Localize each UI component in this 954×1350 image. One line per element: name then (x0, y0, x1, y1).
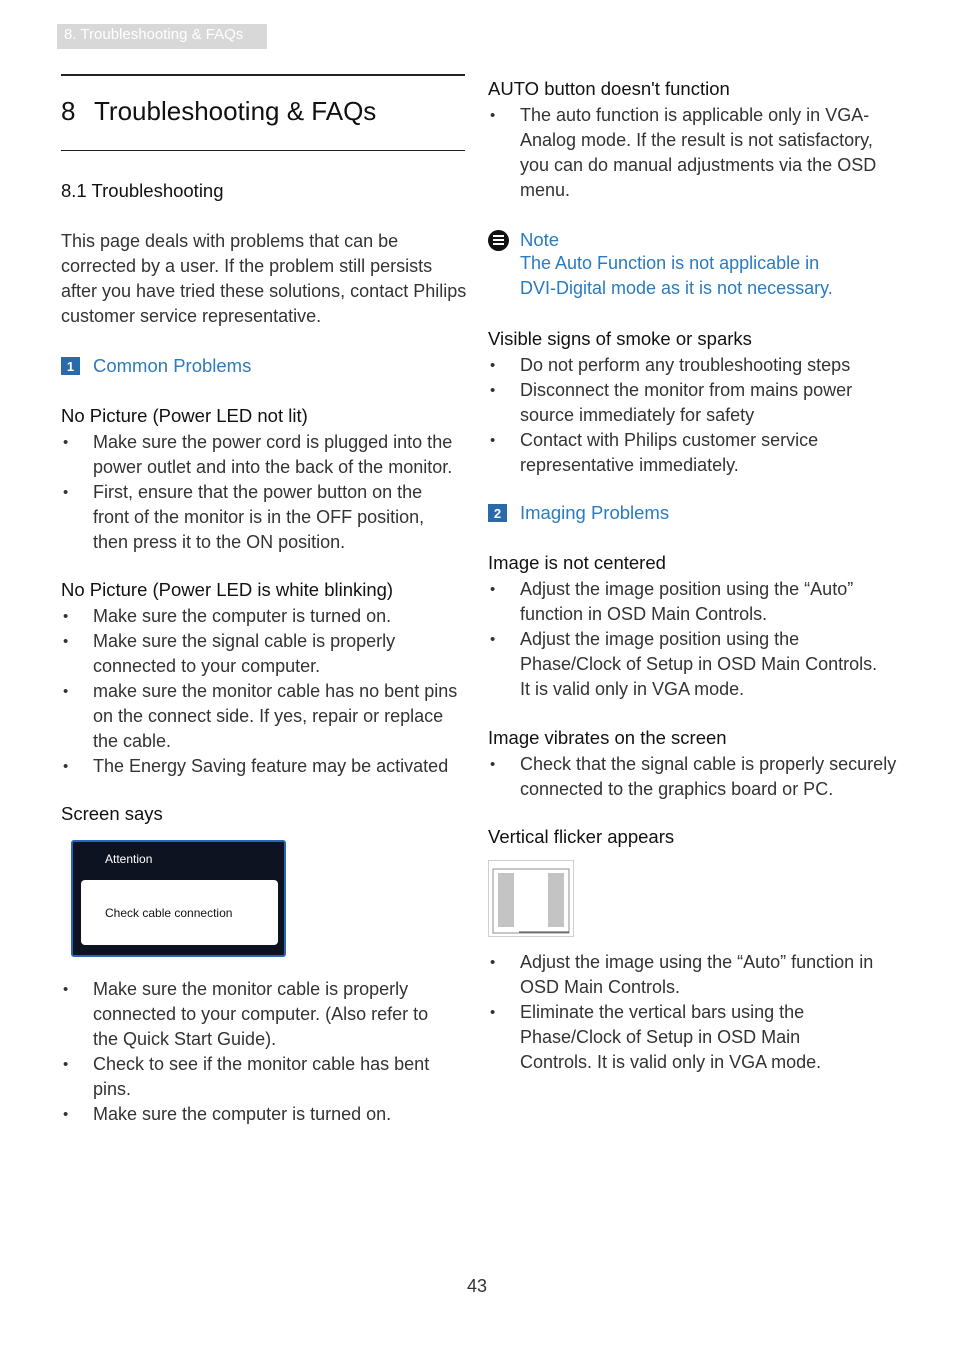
list-item: • make sure the monitor cable has no bent pins on the connect side. If yes, repair or replace the cable. (61, 679, 471, 754)
list-item: • Check that the signal cable is properly securely connected to the graphics board or PC. (488, 752, 908, 802)
note-label: Note (520, 229, 560, 250)
not-centered-block (488, 552, 898, 702)
list-item: • Do not perform any troubleshooting steps (488, 353, 898, 378)
list-item: • Adjust the image using the “Auto” function in OSD Main Controls. (488, 950, 898, 1000)
list-item: • The Energy Saving feature may be activated (61, 754, 471, 779)
screen-says-list (61, 977, 471, 1127)
list-item: • Make sure the monitor cable is properly connected to your computer. (Also refer to the Quick Start Guide). (61, 977, 471, 1052)
list-item: • Make sure the signal cable is properly connected to your computer. (61, 629, 471, 679)
chapter-title (61, 96, 376, 127)
chapter-tab: 8. Troubleshooting & FAQs (57, 24, 267, 49)
chapter-rule (61, 150, 465, 151)
section-title: Imaging Problems (520, 502, 670, 523)
subsection-title: 8.1 Troubleshooting (61, 180, 224, 201)
auto-button-block (488, 78, 898, 203)
note-title (488, 229, 898, 251)
vibrates-block (488, 727, 908, 802)
no-picture-blink-block (61, 579, 471, 779)
osd-title: Attention (105, 852, 153, 866)
chapter-number: 8 (61, 96, 76, 126)
list-item: • Adjust the image position using the “Auto” function in OSD Main Controls. (488, 577, 898, 627)
no-picture-off-heading: No Picture (Power LED not lit) (61, 405, 308, 426)
list-item: • Contact with Philips customer service representative immediately. (488, 428, 898, 478)
list-item: • Eliminate the vertical bars using the Phase/Clock of Setup in OSD Main Controls. It is valid only in VGA mode. (488, 1000, 898, 1075)
vertical-flicker-image (488, 860, 574, 937)
flicker-block (488, 950, 898, 1075)
note-icon (488, 230, 509, 251)
vibrates-heading: Image vibrates on the screen (488, 727, 727, 748)
chapter-heading: Troubleshooting & FAQs (94, 96, 377, 126)
osd-attention-dialog (71, 840, 286, 957)
auto-button-heading: AUTO button doesn't function (488, 78, 730, 99)
section-title: Common Problems (93, 355, 252, 376)
screen-says-heading: Screen says (61, 803, 163, 824)
section-imaging-problems (488, 502, 669, 524)
list-item: • The auto function is applicable only in VGA-Analog mode. If the result is not satisfactory, you can do manual adjustments via the OSD menu. (488, 103, 898, 203)
list-item: • Make sure the computer is turned on. (61, 1102, 471, 1127)
not-centered-heading: Image is not centered (488, 552, 666, 573)
section-common-problems (61, 355, 251, 377)
osd-message: Check cable connection (105, 906, 233, 920)
list-item: • First, ensure that the power button on the front of the monitor is in the OFF position, then press it to the ON position. (61, 480, 471, 555)
no-picture-off-block (61, 405, 471, 555)
smoke-block (488, 328, 898, 478)
note-block (488, 229, 898, 301)
list-item: • Check to see if the monitor cable has bent pins. (61, 1052, 471, 1102)
list-item: • Disconnect the monitor from mains power source immediately for safety (488, 378, 898, 428)
no-picture-blink-heading: No Picture (Power LED is white blinking) (61, 579, 394, 600)
note-text: The Auto Function is not applicable in DVI-Digital mode as it is not necessary. (520, 253, 833, 298)
section-number-badge: 1 (61, 357, 80, 375)
osd-message-box (81, 880, 278, 945)
flicker-pattern-illustration (489, 861, 573, 936)
smoke-heading: Visible signs of smoke or sparks (488, 328, 752, 349)
section-number-badge: 2 (488, 504, 507, 522)
page-number: 43 (466, 1276, 488, 1296)
intro-paragraph: This page deals with problems that can be corrected by a user. If the problem still persists after you have tried these solutions, contact Philips customer service representative. (61, 231, 467, 326)
list-item: • Adjust the image position using the Phase/Clock of Setup in OSD Main Controls. It is valid only in VGA mode. (488, 627, 898, 702)
flicker-heading: Vertical flicker appears (488, 826, 675, 847)
top-rule (61, 74, 465, 76)
list-item: • Make sure the computer is turned on. (61, 604, 471, 629)
list-item: • Make sure the power cord is plugged into the power outlet and into the back of the monitor. (61, 430, 471, 480)
